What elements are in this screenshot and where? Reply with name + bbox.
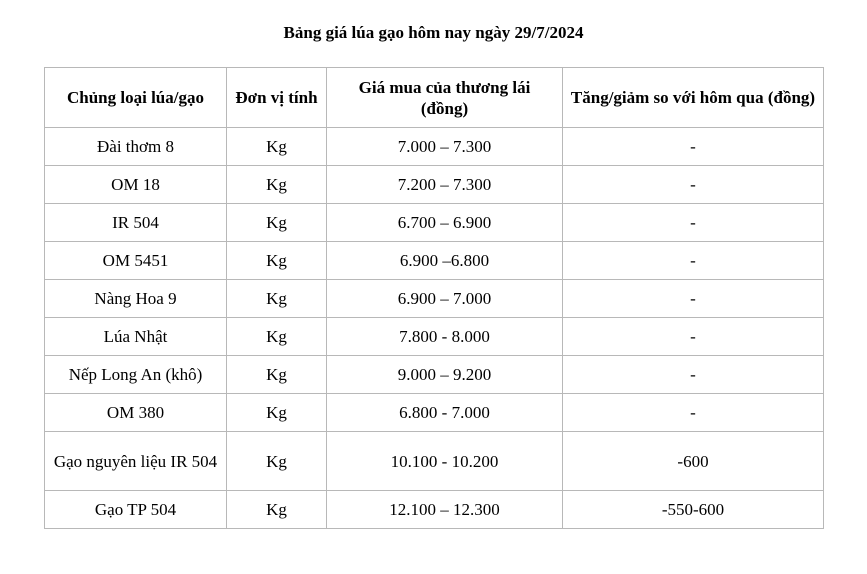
cell-rice-type: Nàng Hoa 9: [45, 280, 227, 318]
table-row: [45, 204, 824, 242]
cell-unit: Kg: [227, 166, 327, 204]
cell-price: 7.000 – 7.300: [327, 128, 563, 166]
cell-rice-type: Nếp Long An (khô): [45, 356, 227, 394]
cell-rice-type: Đài thơm 8: [45, 128, 227, 166]
cell-unit: Kg: [227, 242, 327, 280]
cell-unit: Kg: [227, 128, 327, 166]
header-trader-price: Giá mua của thương lái (đồng): [327, 68, 563, 128]
cell-price: 6.700 – 6.900: [327, 204, 563, 242]
cell-rice-type: IR 504: [45, 204, 227, 242]
cell-change: -550-600: [563, 491, 824, 529]
cell-unit: Kg: [227, 432, 327, 491]
cell-change: -: [563, 318, 824, 356]
cell-rice-type: OM 380: [45, 394, 227, 432]
cell-unit: Kg: [227, 491, 327, 529]
cell-unit: Kg: [227, 204, 327, 242]
table-row: [45, 242, 824, 280]
cell-unit: Kg: [227, 394, 327, 432]
rice-price-table: [44, 67, 824, 529]
cell-price: 12.100 – 12.300: [327, 491, 563, 529]
cell-unit: Kg: [227, 280, 327, 318]
table-row: [45, 280, 824, 318]
cell-rice-type: OM 5451: [45, 242, 227, 280]
cell-unit: Kg: [227, 356, 327, 394]
cell-price: 7.200 – 7.300: [327, 166, 563, 204]
cell-price: 6.800 - 7.000: [327, 394, 563, 432]
cell-price: 7.800 - 8.000: [327, 318, 563, 356]
cell-price: 6.900 –6.800: [327, 242, 563, 280]
table-header-row: [45, 68, 824, 128]
cell-change: -: [563, 280, 824, 318]
cell-price: 9.000 – 9.200: [327, 356, 563, 394]
table-row: [45, 356, 824, 394]
table-row: [45, 128, 824, 166]
table-row: [45, 394, 824, 432]
cell-rice-type: OM 18: [45, 166, 227, 204]
cell-price: 10.100 - 10.200: [327, 432, 563, 491]
page-title: Bảng giá lúa gạo hôm nay ngày 29/7/2024: [283, 23, 584, 42]
cell-rice-type: Gạo TP 504: [45, 491, 227, 529]
cell-rice-type: Gạo nguyên liệu IR 504: [45, 432, 227, 491]
table-row: [45, 318, 824, 356]
cell-change: -: [563, 242, 824, 280]
cell-unit: Kg: [227, 318, 327, 356]
table-row: [45, 432, 824, 491]
cell-change: -600: [563, 432, 824, 491]
cell-change: -: [563, 204, 824, 242]
cell-price: 6.900 – 7.000: [327, 280, 563, 318]
header-change: Tăng/giảm so với hôm qua (đồng): [563, 68, 824, 128]
cell-change: -: [563, 128, 824, 166]
cell-change: -: [563, 356, 824, 394]
header-unit: Đơn vị tính: [227, 68, 327, 128]
cell-change: -: [563, 394, 824, 432]
table-row: [45, 166, 824, 204]
cell-change: -: [563, 166, 824, 204]
table-row: [45, 491, 824, 529]
header-rice-type: Chủng loại lúa/gạo: [45, 68, 227, 128]
cell-rice-type: Lúa Nhật: [45, 318, 227, 356]
